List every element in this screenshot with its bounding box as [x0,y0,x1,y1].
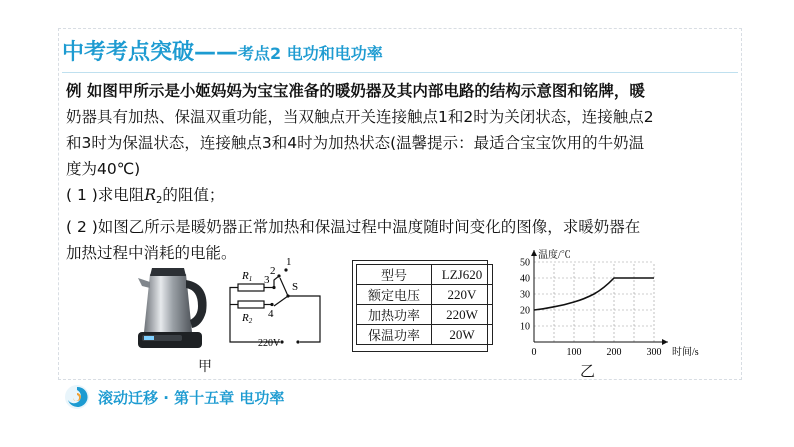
problem-line-1: 例 如图甲所示是小姬妈妈为宝宝准备的暖奶器及其内部电路的结构示意图和铭牌，暖 [66,82,645,100]
temperature-chart [508,250,699,360]
spec-key: 额定电压 [357,285,432,305]
contact-2: 2 [270,265,276,277]
resistor-r1 [238,284,264,291]
y-axis-arrow [531,250,537,256]
spec-row [357,305,493,325]
spec-value: 20W [432,325,493,345]
kettle-image [128,262,222,352]
spec-row [357,285,493,305]
question-1: ( 1 )求电阻$R_2$的阻值； [66,186,225,206]
voltage-label: 220V [258,338,281,349]
question-2-line-1: ( 2 )如图乙所示是暖奶器正常加热和保温过程中温度随时间变化的图像，求暖奶器在 [66,218,641,236]
header-subtitle: 考点2 电功和电功率 [238,44,383,63]
question-2-line-2: 加热过程中消耗的电能。 [66,244,237,262]
resistor-r2 [238,301,264,308]
problem-line-3: 和3时为保温状态，连接触点3和4时为加热状态(温馨提示：最适合宝宝饮用的牛奶温 [66,134,645,152]
x-tick-label: 100 [566,347,582,358]
circuit-diagram [224,256,334,352]
y-axis-label: 温度/℃ [538,250,571,261]
spec-table [356,264,493,345]
spec-key: 型号 [357,265,432,285]
spec-key: 加热功率 [357,305,432,325]
y-tick-label: 40 [520,273,530,285]
x-tick-label: 0 [531,347,537,358]
switch-label: S [292,281,299,293]
y-tick-label: 20 [520,305,530,317]
problem-line-4: 度为40℃) [66,160,141,178]
footer [64,384,284,410]
contact-1: 1 [286,256,292,268]
contact-4: 4 [268,308,274,320]
label-r1: R1 [242,270,253,283]
spec-value: LZJ620 [432,265,493,285]
problem-line-2: 奶器具有加热、保温双重功能，当双触点开关连接触点1和2时为关闭状态，连接触点2 [66,108,654,126]
footer-text: 滚动迁移 · 第十五章 电功率 [98,388,285,407]
swirl-logo-icon [64,384,90,410]
spec-row [357,265,493,285]
x-tick-label: 200 [606,347,622,358]
problem-text [66,78,738,266]
spec-value: 220W [432,305,493,325]
x-tick-label: 300 [646,347,662,358]
spec-key: 保温功率 [357,325,432,345]
y-tick-label: 50 [520,257,530,269]
header-title: 中考考点突破 [62,40,195,65]
header-divider [62,72,738,73]
figure-label-jia: 甲 [198,360,212,375]
figure-label-yi: 乙 [580,364,596,380]
y-tick-label: 10 [520,321,530,333]
section-header [62,38,383,68]
spec-row [357,325,493,345]
label-r2: R2 [242,312,253,325]
contact-3: 3 [264,274,270,286]
x-axis-label: 时间/s [672,347,699,358]
header-dash: —— [194,40,239,65]
y-tick-label: 30 [520,289,530,301]
x-axis-arrow [662,339,668,345]
spec-value: 220V [432,285,493,305]
